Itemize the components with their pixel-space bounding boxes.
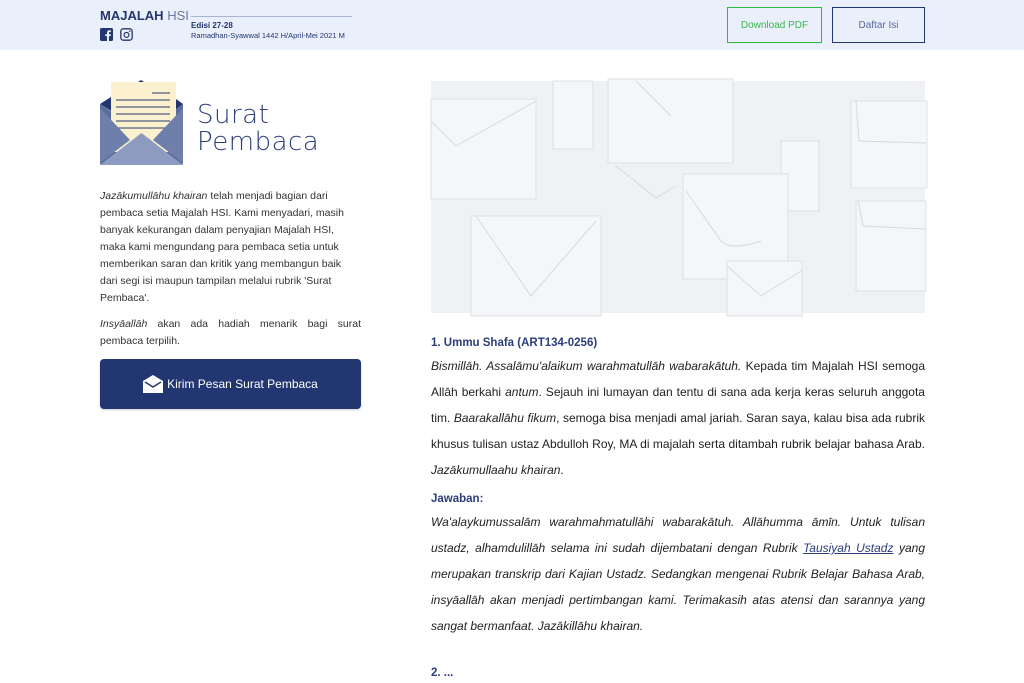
letter-text: Kepada tim Majalah HSI semoga Allāh berkahi xyxy=(431,359,925,399)
section-hero xyxy=(100,80,361,166)
send-letter-button[interactable] xyxy=(100,359,361,409)
envelope-letter-icon xyxy=(100,80,183,165)
letter-text: , semoga bisa menjadi amal jariah. Saran saya, kalau bisa ada rubrik khusus tulisan ustaz Abdulloh Roy, MA di majalah serta ditambah rubrik belajar bahasa Arab. xyxy=(431,411,925,451)
top-bar xyxy=(0,0,1024,50)
instagram-icon[interactable] xyxy=(120,26,133,39)
intro-paragraph xyxy=(100,188,361,307)
letter-text-italic: Bismillāh. Assalāmu'alaikum warahmatullāh wabarakātuh. xyxy=(431,359,742,373)
brand-logo[interactable] xyxy=(100,8,189,24)
letter-text: . Sejauh ini lumayan dan tentu di sana ada kerja keras seluruh anggota tim. xyxy=(431,385,925,425)
facebook-icon[interactable] xyxy=(100,26,113,39)
table-of-contents-button[interactable]: Daftar Isi xyxy=(832,7,925,43)
letter-item xyxy=(431,333,925,639)
social-links xyxy=(100,26,189,39)
brand-light: HSI xyxy=(167,8,189,23)
answer-label: Jawaban: xyxy=(431,493,484,505)
letter-text-italic: Jazākumullaahu khairan xyxy=(431,463,561,477)
brand xyxy=(100,8,189,39)
next-letter-title: 2. ... xyxy=(431,667,454,679)
letter-text-italic: antum xyxy=(505,385,539,399)
letter-body xyxy=(431,353,925,483)
answer-text: yang merupakan transkrip dari Kajian Ustadz. Sedangkan mengenai Rubrik Belajar Bahasa Arab, insyāallāh akan menjadi pertimbangan kami. Terimakasih atas atensi dan sarannya yang sangat bermanfaat. Jazākillāhu khairan. xyxy=(431,541,925,633)
download-pdf-button[interactable]: Download PDF xyxy=(727,7,822,43)
send-letter-label: Kirim Pesan Surat Pembaca xyxy=(167,377,318,391)
intro-text xyxy=(100,188,361,350)
prize-note xyxy=(100,316,361,350)
tausiyah-ustadz-link[interactable]: Tausiyah Ustadz xyxy=(803,541,894,555)
envelopes-banner-image xyxy=(431,81,925,313)
edition-number: Edisi 27-28 xyxy=(191,21,233,30)
page-title-line1: Surat xyxy=(197,100,270,130)
answer-text: Wa'alaykumussalām warahmahmatullāhi wabarakātuh. Allāhumma āmīn. Untuk tulisan ustadz, alhamdulillāh selama ini sudah dijembatani dengan Rubrik xyxy=(431,515,925,555)
main-content xyxy=(431,81,925,683)
prize-italic: Insyāallāh xyxy=(100,318,148,330)
open-envelope-icon xyxy=(143,375,163,393)
letter-text-italic: Baarakallāhu fikum xyxy=(453,411,557,425)
sidebar xyxy=(100,80,361,409)
page-title xyxy=(197,102,319,156)
letter-title: 1. Ummu Shafa (ART134-0256) xyxy=(431,337,598,349)
letter-text: . xyxy=(560,463,564,477)
page-title-line2: Pembaca xyxy=(197,127,320,157)
edition-date: Ramadhan-Syawwal 1442 H/April-Mei 2021 M xyxy=(191,31,345,40)
prize-body: akan ada hadiah menarik bagi surat pembaca terpilih. xyxy=(100,318,361,347)
answer-body xyxy=(431,509,925,639)
intro-body: telah menjadi bagian dari pembaca setia Majalah HSI. Kami menyadari, masih banyak kekurangan dalam penyajian Majalah HSI, maka kami mengundang para pembaca setia untuk memberikan saran dan kritik yang membangun baik dari segi isi maupun tampilan melalui rubrik 'Surat Pembaca'. xyxy=(100,190,344,304)
intro-italic: Jazākumullāhu khairan xyxy=(100,190,208,202)
edition-info xyxy=(191,16,352,41)
brand-bold: MAJALAH xyxy=(100,8,164,23)
